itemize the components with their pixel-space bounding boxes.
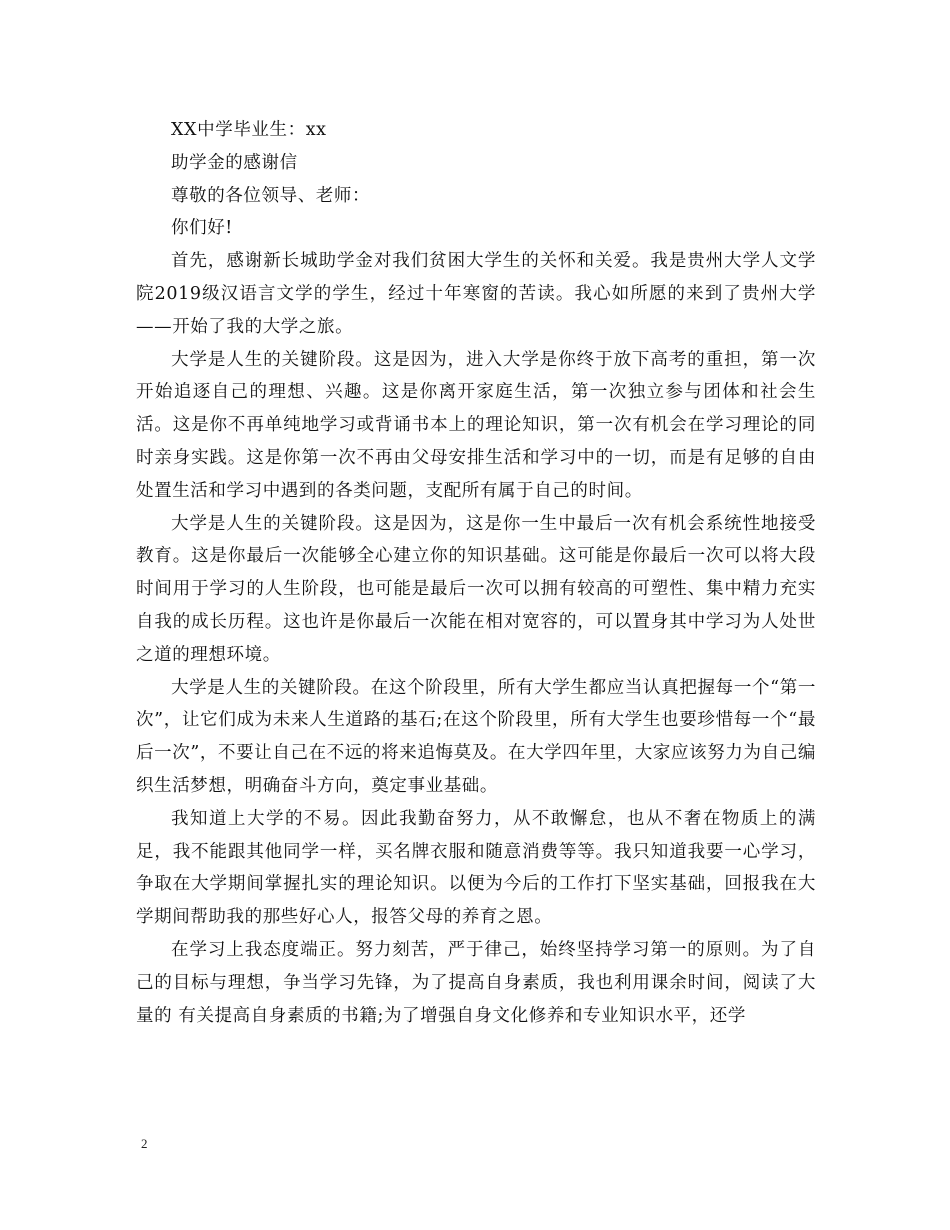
letter-title: 助学金的感谢信: [171, 152, 298, 173]
document-body: [136, 114, 816, 1032]
paragraph-key-stage-summary: 大学是人生的关键阶段。在这个阶段里，所有大学生都应当认真把握每一个“第一次”，让它们成为未来人生道路的基石;在这个阶段里，所有大学生也要珍惜每一个“最后一次”，不要让自己在不远的将来追悔莫及。在大学四年里，大家应该努力为自己编织生活梦想，明确奋斗方向，奠定事业基础。: [136, 677, 816, 796]
paragraph-hard-work: 我知道上大学的不易。因此我勤奋努力，从不敢懈怠，也从不奢在物质上的满足，我不能跟其他同学一样，买名牌衣服和随意消费等等。我只知道我要一心学习，争取在大学期间掌握扎实的理论知识。以便为今后的工作打下坚实基础，回报我在大学期间帮助我的那些好心人，报答父母的养育之恩。: [136, 808, 816, 928]
page-number: 2: [141, 1136, 148, 1151]
paragraph-key-stage-first: 大学是人生的关键阶段。这是因为，进入大学是你终于放下高考的重担，第一次开始追逐自己的理想、兴趣。这是你离开家庭生活，第一次独立参与团体和社会生活。这是你不再单纯地学习或背诵书本上的理论知识，第一次有机会在学习理论的同时亲身实践。这是你第一次不再由父母安排生活和学习中的一切，而是有足够的自由处置生活和学习中遇到的各类问题，支配所有属于自己的时间。: [136, 349, 816, 501]
paragraph-intro: 首先，感谢新长城助学金对我们贫困大学生的关怀和关爱。我是贵州大学人文学院2019级汉语言文学的学生，经过十年寒窗的苦读。我心如所愿的来到了贵州大学——开始了我的大学之旅。: [136, 251, 816, 337]
salutation: 尊敬的各位领导、老师：: [171, 185, 371, 206]
greeting: 你们好!: [171, 218, 233, 239]
paragraph-study-attitude: 在学习上我态度端正。努力刻苦，严于律己，始终坚持学习第一的原则。为了自己的目标与理想，争当学习先锋，为了提高自身素质，我也利用课余时间，阅读了大量的 有关提高自身素质的书籍;为了增强自身文化修养和专业知识水平，还学: [136, 939, 816, 1026]
school-graduate-line: XX中学毕业生：xx: [171, 120, 327, 140]
paragraph-key-stage-last: 大学是人生的关键阶段。这是因为，这是你一生中最后一次有机会系统性地接受教育。这是你最后一次能够全心建立你的知识基础。这可能是你最后一次可以将大段时间用于学习的人生阶段，也可能是最后一次可以拥有较高的可塑性、集中精力充实自我的成长历程。这也许是你最后一次能在相对宽容的，可以置身其中学习为人处世之道的理想环境。: [136, 513, 816, 665]
